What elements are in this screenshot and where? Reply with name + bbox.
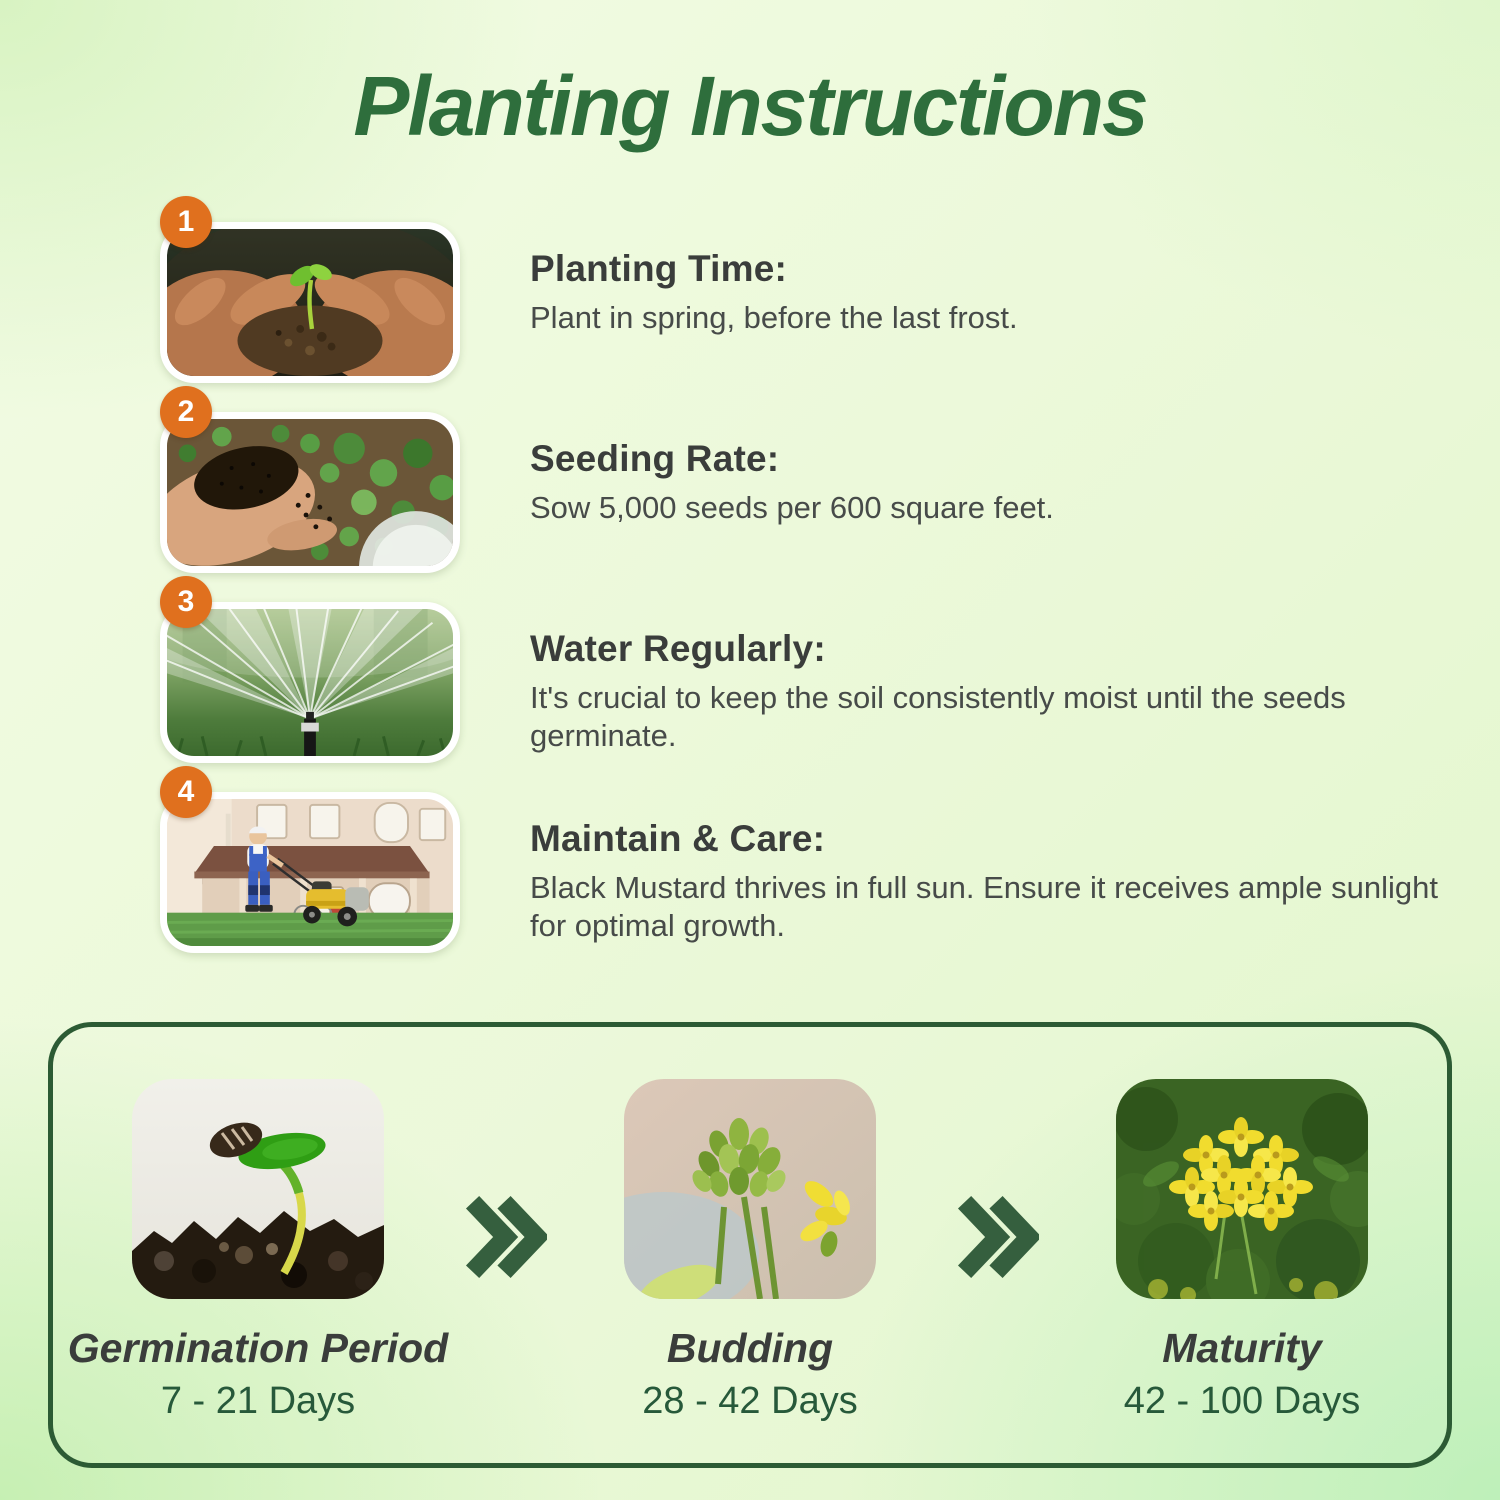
step-body: Plant in spring, before the last frost. [530,300,1018,335]
step-body: Black Mustard thrives in full sun. Ensure it receives ample sunlight for optimal growth. [530,870,1439,943]
sprouting-seed-photo [132,1079,384,1299]
stage-label: Budding [666,1325,834,1371]
step-heading: Planting Time: [530,248,788,289]
stage-days: 42 - 100 Days [1123,1380,1361,1422]
hand-with-seeds-photo [167,419,453,566]
stage-germination [58,1079,458,1423]
step-row-planting-time [160,205,1470,383]
step-text [530,412,1470,527]
stage-label: Germination Period [67,1325,449,1371]
sprinkler-photo [167,609,453,756]
stage-budding [550,1079,950,1423]
step-photo-card [160,775,460,953]
step-row-maintain-care [160,775,1470,953]
hands-holding-seedling-photo [167,229,453,376]
lawn-mowing-photo [167,799,453,946]
green-buds-photo [624,1079,876,1299]
step-photo-card [160,395,460,573]
step-number-badge: 4 [160,766,212,818]
step-body: Sow 5,000 seeds per 600 square feet. [530,490,1054,525]
double-chevron-right-icon [458,1191,550,1283]
steps-list [160,205,1470,982]
stage-photo [624,1079,876,1299]
step-body: It's crucial to keep the soil consistently moist until the seeds germinate. [530,680,1346,753]
stage-photo [132,1079,384,1299]
step-number-badge: 2 [160,386,212,438]
step-heading: Seeding Rate: [530,438,780,479]
stage-maturity [1042,1079,1442,1423]
step-heading: Maintain & Care: [530,818,826,859]
stage-days: 28 - 42 Days [642,1380,858,1422]
stage-photo [1116,1079,1368,1299]
stage-days: 7 - 21 Days [160,1380,356,1422]
step-row-seeding-rate [160,395,1470,573]
step-heading: Water Regularly: [530,628,826,669]
page-title: Planting Instructions [353,59,1147,153]
stage-label: Maturity [1162,1325,1322,1371]
step-photo-card [160,585,460,763]
step-number-badge: 1 [160,196,212,248]
yellow-flowers-photo [1116,1079,1368,1299]
step-photo-card [160,205,460,383]
double-chevron-right-icon [950,1191,1042,1283]
step-text [530,792,1470,945]
step-number-badge: 3 [160,576,212,628]
step-text [530,222,1470,337]
step-text [530,602,1470,755]
step-row-water-regularly [160,585,1470,763]
growth-timeline-panel [48,1022,1452,1468]
